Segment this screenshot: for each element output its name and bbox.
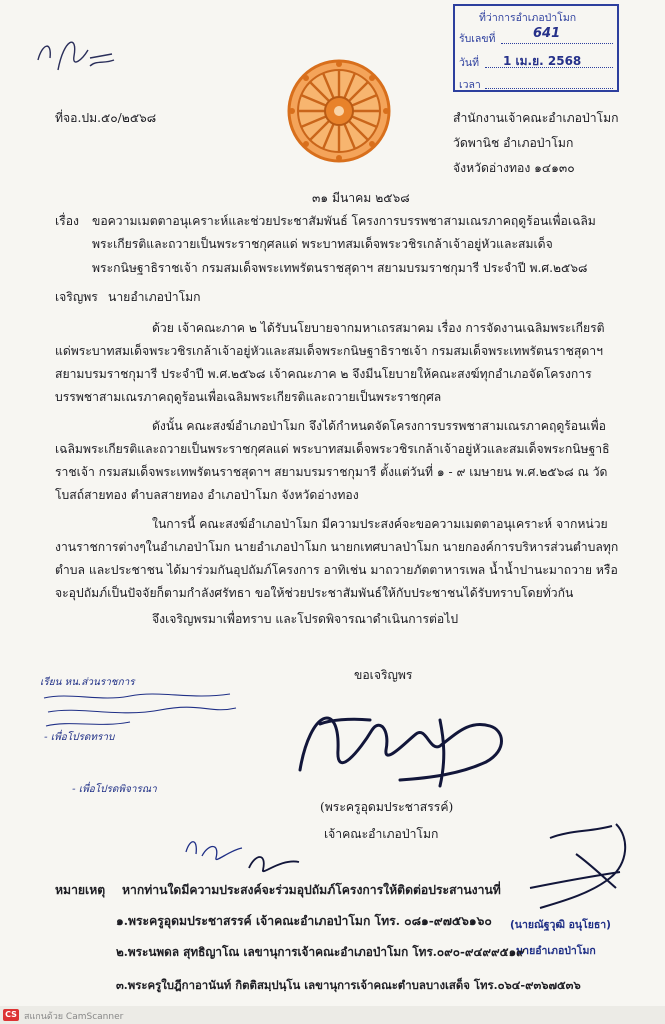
- body-p3-line-3: ตำบล และประชาชน ได้มาร่วมกันอุปถัมภ์โครงการ อาทิเช่น มาถวายภัตตาหารเพล น้ำน้ำปานะมาถวาย หรือ: [55, 563, 618, 577]
- signature-name: (พระครูอุดมประชาสรรค์): [320, 800, 454, 814]
- stamp-time-label: เวลา: [459, 79, 481, 91]
- reference-number: ที่จอ.ปม.๕๐/๒๕๖๘: [55, 111, 157, 125]
- initial-mark-icon: [180, 830, 250, 866]
- second-signature-title: นายอำเภอป่าโมก: [516, 945, 596, 957]
- salutation-label: เจริญพร: [55, 290, 98, 304]
- note-contact-3: ๓.พระครูใบฎีกาอานันท์ กิตติสมฺปนฺโน เลขานุการเจ้าคณะตำบลบางเสด็จ โทร.๐๖๔-๙๓๖๗๕๓๖: [116, 978, 581, 992]
- stamp-date-label: วันที่: [459, 57, 479, 69]
- signature-title: เจ้าคณะอำเภอป่าโมก: [324, 827, 439, 841]
- body-p1-line-3: สยามบรมราชกุมารี ประจำปี พ.ศ.๒๕๖๘ เจ้าคณะภาค ๒ จึงมีนโยบายให้คณะสงฆ์ทุกอำเภอจัดโครงการ: [55, 367, 592, 381]
- body-p2-line-2: เฉลิมพระเกียรติและถวายเป็นพระราชกุศลแด่ พระบาทสมเด็จพระวชิรเกล้าเจ้าอยู่หัวและสมเด็จพระกนิษฐาธิ: [55, 442, 610, 456]
- body-p1-line-2: แด่พระบาทสมเด็จพระวชิรเกล้าเจ้าอยู่หัวและสมเด็จพระกนิษฐาธิราชเจ้า กรมสมเด็จพระเทพรัตนราชสุดาฯ: [55, 344, 603, 358]
- camscanner-footer: [0, 1006, 665, 1024]
- signature-mark-icon: [290, 690, 520, 795]
- body-p3-line-4: จะอุปถัมภ์เป็นปัจจัยก็ตามกำลังศรัทธา ขอให้ช่วยประชาสัมพันธ์ให้กับประชาชนได้รับทราบโดยทั่วกัน: [55, 586, 574, 600]
- received-stamp: [453, 4, 619, 92]
- body-p3-line-1: ในการนี้ คณะสงฆ์อำเภอป่าโมก มีความประสงค์จะขอความเมตตาอนุเคราะห์ จากหน่วย: [152, 517, 608, 531]
- signature-closing: ขอเจริญพร: [354, 668, 413, 682]
- handwritten-note-line-1: เรียน หน.ส่วนราชการ: [40, 677, 135, 688]
- handwritten-note-line-2: - เพื่อโปรดทราบ: [44, 732, 115, 743]
- salutation-recipient: นายอำเภอป่าโมก: [108, 290, 201, 304]
- sender-office: สำนักงานเจ้าคณะอำเภอป่าโมก: [453, 111, 619, 125]
- body-p1-line-1: ด้วย เจ้าคณะภาค ๒ ได้รับนโยบายจากมหาเถรสมาคม เรื่อง การจัดงานเฉลิมพระเกียรติ: [152, 321, 605, 335]
- note-contact-2: ๒.พระนพดล สุทธิญาโณ เลขานุการเจ้าคณะอำเภอป่าโมก โทร.๐๙๐-๙๔๙๙๕๑๙: [116, 945, 525, 959]
- handwritten-initials-icon: [30, 30, 120, 85]
- sender-province: จังหวัดอ่างทอง ๑๔๑๓๐: [453, 161, 575, 175]
- dharma-wheel-seal-icon: [286, 58, 392, 164]
- subject-line-1: ขอความเมตตาอนุเคราะห์และช่วยประชาสัมพันธ์ โครงการบรรพชาสามเณรภาคฤดูร้อนเพื่อเฉลิม: [92, 214, 596, 228]
- body-p2-line-1: ดังนั้น คณะสงฆ์อำเภอป่าโมก จึงได้กำหนดจัดโครงการบรรพชาสามเณรภาคฤดูร้อนเพื่อ: [152, 419, 606, 433]
- body-p1-line-4: บรรพชาสามเณรภาคฤดูร้อนเพื่อเฉลิมพระเกียรติและถวายเป็นพระราชกุศล: [55, 390, 442, 404]
- body-p2-line-3: ราชเจ้า กรมสมเด็จพระเทพรัตนราชสุดาฯ สยามบรมราชกุมารี ตั้งแต่วันที่ ๑ - ๙ เมษายน พ.ศ.๒๕๖๘ ณ วัด: [55, 465, 608, 479]
- handwritten-note-line-3: - เพื่อโปรดพิจารณา: [72, 784, 157, 795]
- stamp-receive-label: รับเลขที่: [459, 33, 496, 45]
- camscanner-logo-icon: CS: [3, 1009, 19, 1021]
- subject-line-3: พระกนิษฐาธิราชเจ้า กรมสมเด็จพระเทพรัตนราชสุดาฯ สยามบรมราชกุมารี ประจำปี พ.ศ.๒๕๖๘: [92, 261, 588, 275]
- second-signature-name: (นายณัฐวุฒิ อนุโยธา): [510, 919, 611, 931]
- camscanner-text: สแกนด้วย CamScanner: [24, 1012, 124, 1022]
- body-p2-line-4: โบสถ์สายทอง ตำบลสายทอง อำเภอป่าโมก จังหวัดอ่างทอง: [55, 488, 359, 502]
- note-contact-1: ๑.พระครูอุดมประชาสรรค์ เจ้าคณะอำเภอป่าโมก โทร. ๐๘๑-๙๗๕๖๑๖๐: [116, 914, 492, 928]
- letter-date: ๓๑ มีนาคม ๒๕๖๘: [312, 191, 410, 205]
- note-intro: หากท่านใดมีความประสงค์จะร่วมอุปถัมภ์โครงการให้ติดต่อประสานงานที่: [122, 883, 501, 897]
- district-chief-signature-icon: [520, 818, 645, 918]
- stamp-office-label: ที่ว่าการอำเภอป่าโมก: [479, 12, 577, 24]
- initial-mark-2-icon: [245, 848, 305, 878]
- subject-label: เรื่อง: [55, 214, 79, 228]
- handwritten-scribble-icon: [40, 688, 240, 732]
- stamp-date-value: 1 เม.ย. 2568: [503, 54, 582, 68]
- stamp-receive-number: 641: [533, 26, 561, 41]
- body-p3-line-2: งานราชการต่างๆในอำเภอป่าโมก นายอำเภอป่าโมก นายกเทศบาลป่าโมก นายกองค์การบริหารส่วนตำบลทุก: [55, 540, 619, 554]
- note-label: หมายเหตุ: [55, 883, 106, 897]
- subject-line-2: พระเกียรติและถวายเป็นพระราชกุศลแด่ พระบาทสมเด็จพระวชิรเกล้าเจ้าอยู่หัวและสมเด็จ: [92, 237, 553, 251]
- body-closing: จึงเจริญพรมาเพื่อทราบ และโปรดพิจารณาดำเนินการต่อไป: [152, 612, 459, 626]
- sender-temple: วัดพานิช อำเภอป่าโมก: [453, 136, 574, 150]
